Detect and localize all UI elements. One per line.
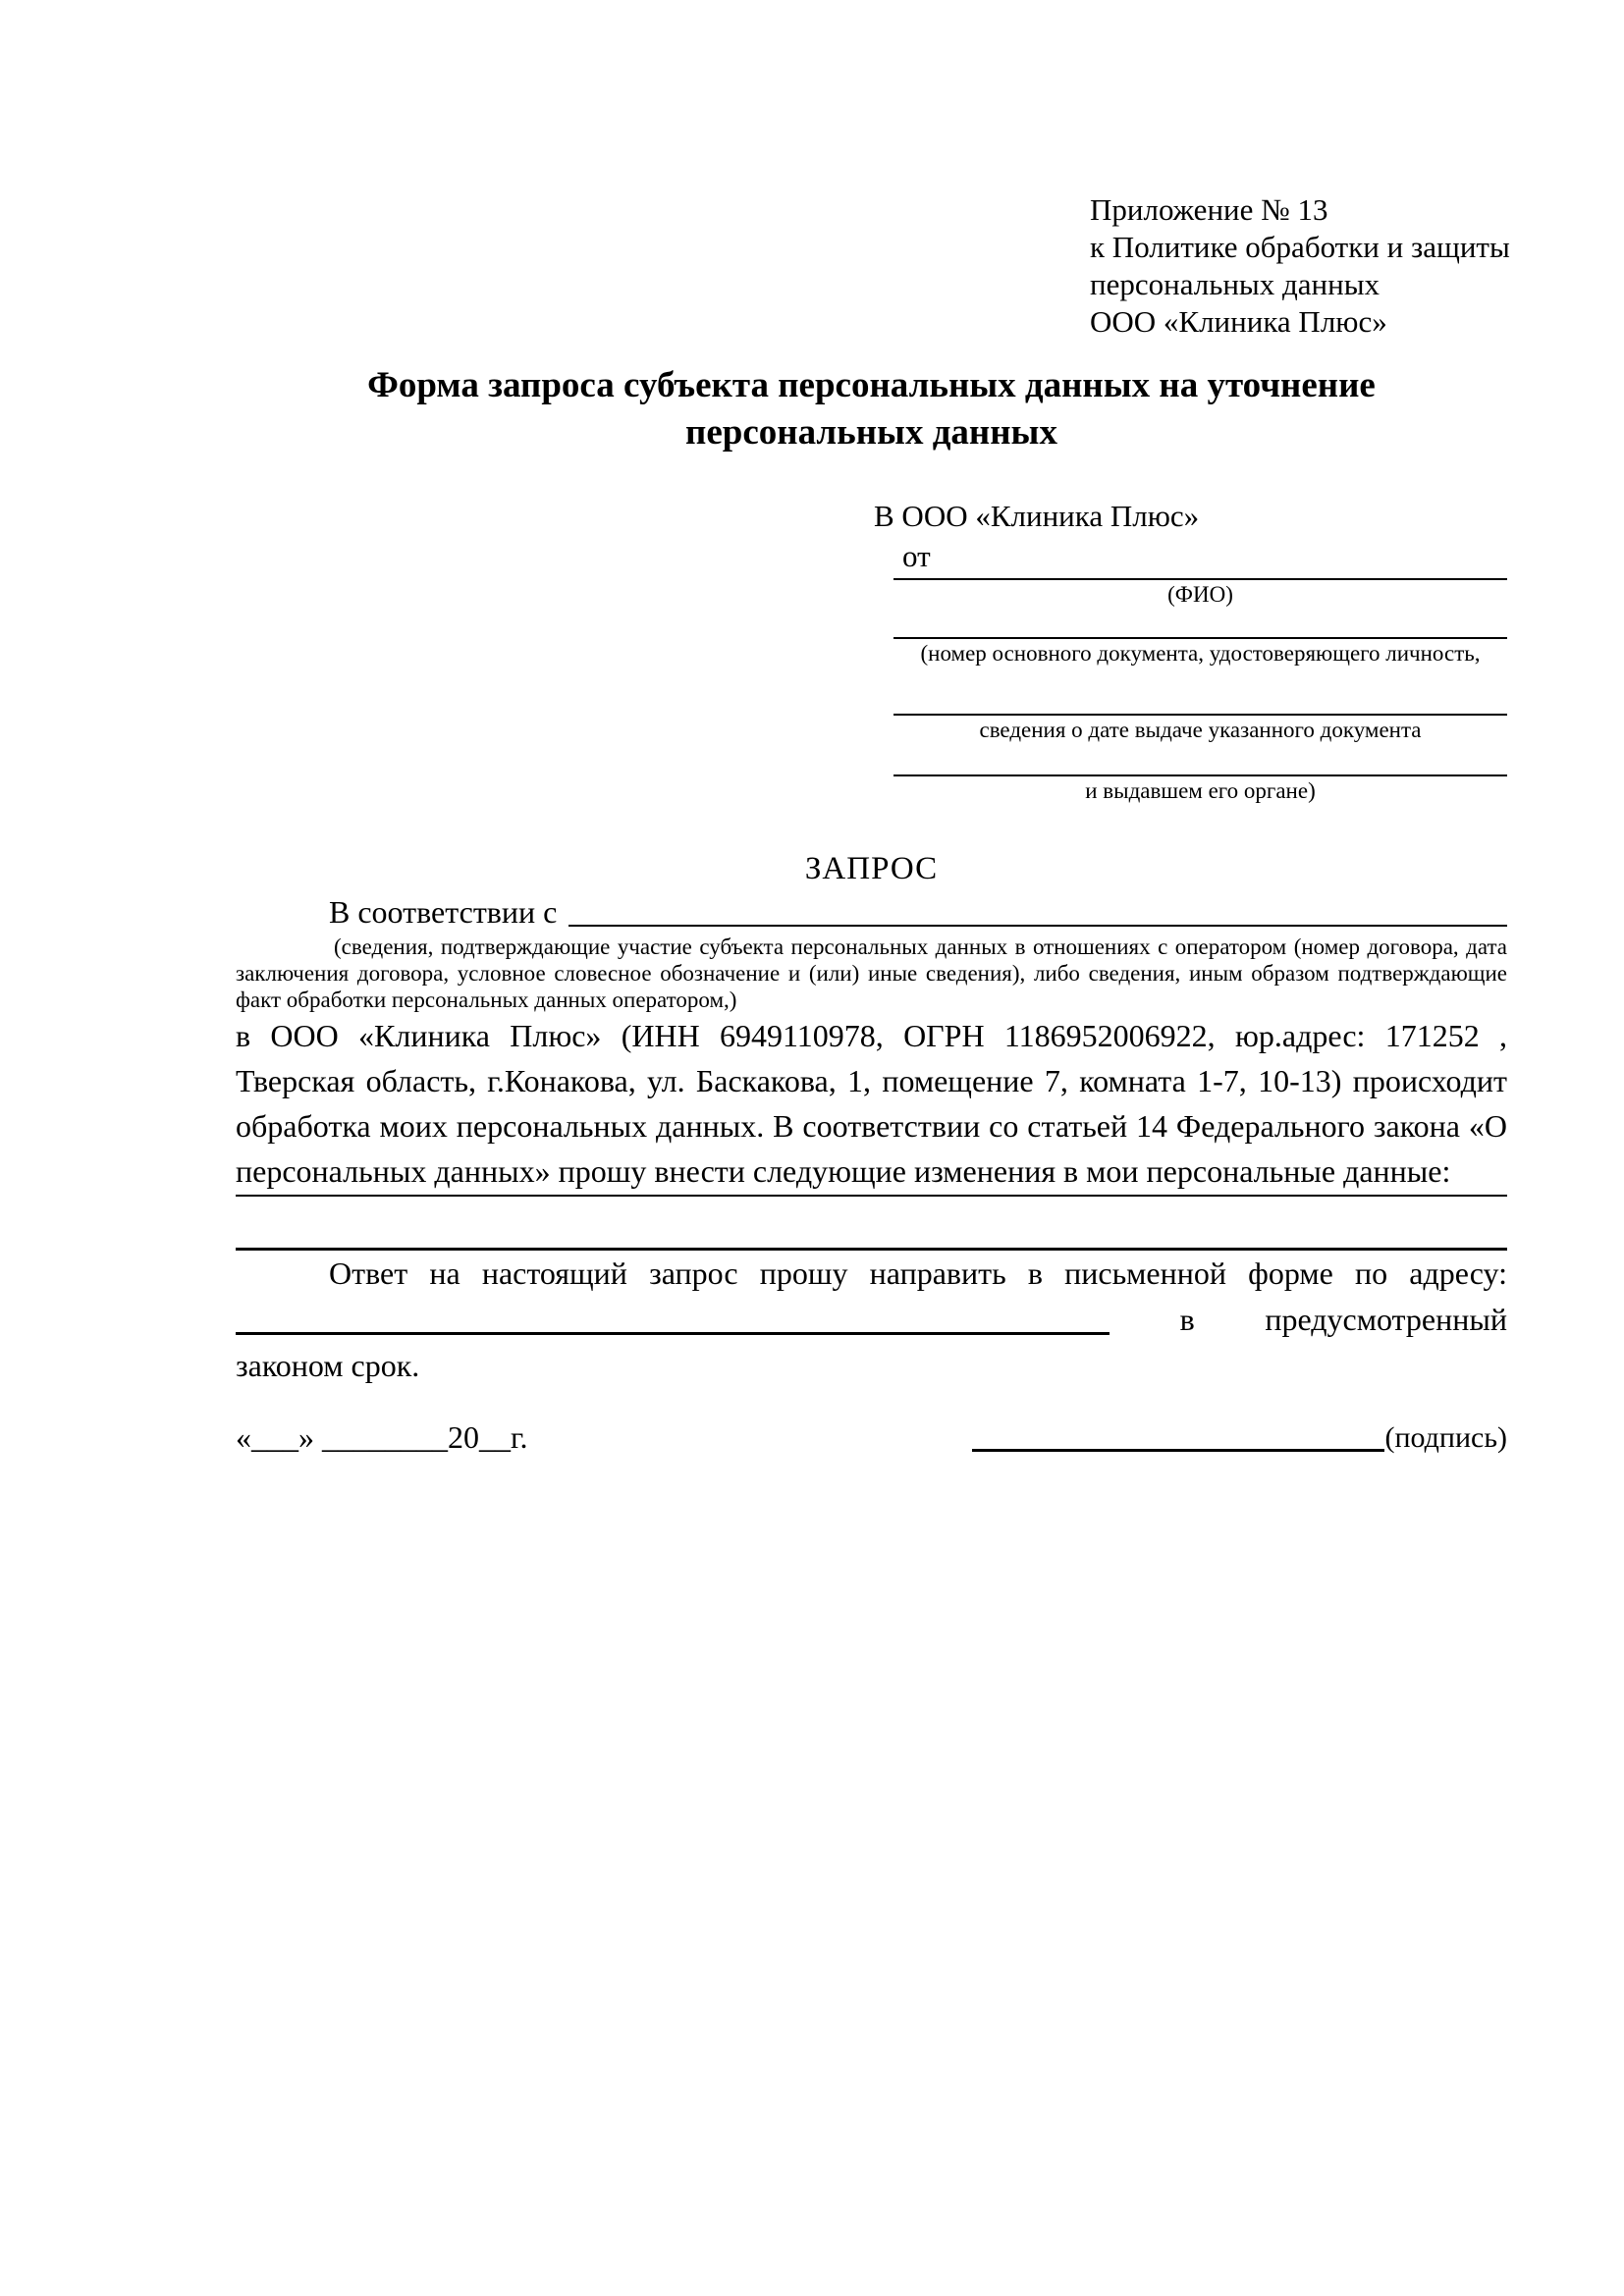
doc-issuer-caption: и выдавшем его органе) xyxy=(1085,778,1316,803)
addressee-block xyxy=(874,496,1507,806)
reply-paragraph: Ответ на настоящий запрос прошу направить в письменной форме по адресу: xyxy=(329,1255,1507,1291)
annex-line: Приложение № 13 xyxy=(1090,192,1328,227)
doc-issuer-blank[interactable] xyxy=(893,745,1507,776)
doc-date-caption: сведения о дате выдаче указанного документа xyxy=(979,718,1422,742)
form-title xyxy=(236,362,1507,456)
request-body: в ООО «Клиника Плюс» (ИНН 6949110978, ОГРН 1186952006922, юр.адрес: 171252 , Тверская область, г.Конакова, ул. Баскакова, 1, помещение 7, комната 1-7, 10-13) происходит обработка моих персональных данных. В соответствии со статьей 14 Федерального закона «О персональных данных» прошу внести следующие изменения в мои персональные данные: xyxy=(236,1018,1507,1189)
signature-caption: (подпись) xyxy=(1384,1421,1507,1454)
changes-blank-line-2[interactable] xyxy=(236,1197,1507,1251)
addressee-to: В ООО «Клиника Плюс» xyxy=(874,499,1200,533)
addressee-fields xyxy=(893,576,1507,806)
annex-block xyxy=(1090,191,1510,341)
doc-number-caption: (номер основного документа, удостоверяющего личность, xyxy=(920,641,1481,666)
signature-group xyxy=(972,1415,1507,1461)
form-title-line: Форма запроса субъекта персональных данных на уточнение xyxy=(367,365,1376,405)
reply-closing: законом срок. xyxy=(236,1348,420,1383)
doc-number-blank[interactable] xyxy=(893,610,1507,639)
addressee-from-label: от xyxy=(902,539,931,573)
address-blank[interactable] xyxy=(236,1332,1110,1335)
doc-date-blank[interactable] xyxy=(893,668,1507,716)
annex-line: к Политике обработки и защиты xyxy=(1090,230,1510,264)
date-field[interactable]: «___» ________20__г. xyxy=(236,1419,528,1455)
date-signature-row xyxy=(236,1415,1507,1461)
annex-line: персональных данных xyxy=(1090,267,1380,301)
basis-blank[interactable] xyxy=(568,890,1507,927)
reply-address-row xyxy=(236,1297,1507,1343)
annex-line: ООО «Клиника Плюс» xyxy=(1090,304,1387,339)
reply-word-predusmotrenny: предусмотренный xyxy=(1265,1302,1507,1337)
basis-row xyxy=(236,890,1507,934)
reply-word-v: в xyxy=(1179,1302,1195,1337)
fio-caption: (ФИО) xyxy=(1167,582,1233,607)
signature-blank[interactable] xyxy=(972,1449,1384,1452)
basis-prefix: В соответствии с xyxy=(329,894,558,930)
form-title-line: персональных данных xyxy=(685,412,1057,453)
request-heading: ЗАПРОС xyxy=(804,851,939,886)
basis-footnote: (сведения, подтверждающие участие субъекта персональных данных в отношениях с оператором (номер договора, дата заключения договора, условное словесное обозначение и (или) иные сведения), либо сведения, иным образом подтверждающие факт обработки персональных данных оператором,) xyxy=(236,934,1507,1012)
